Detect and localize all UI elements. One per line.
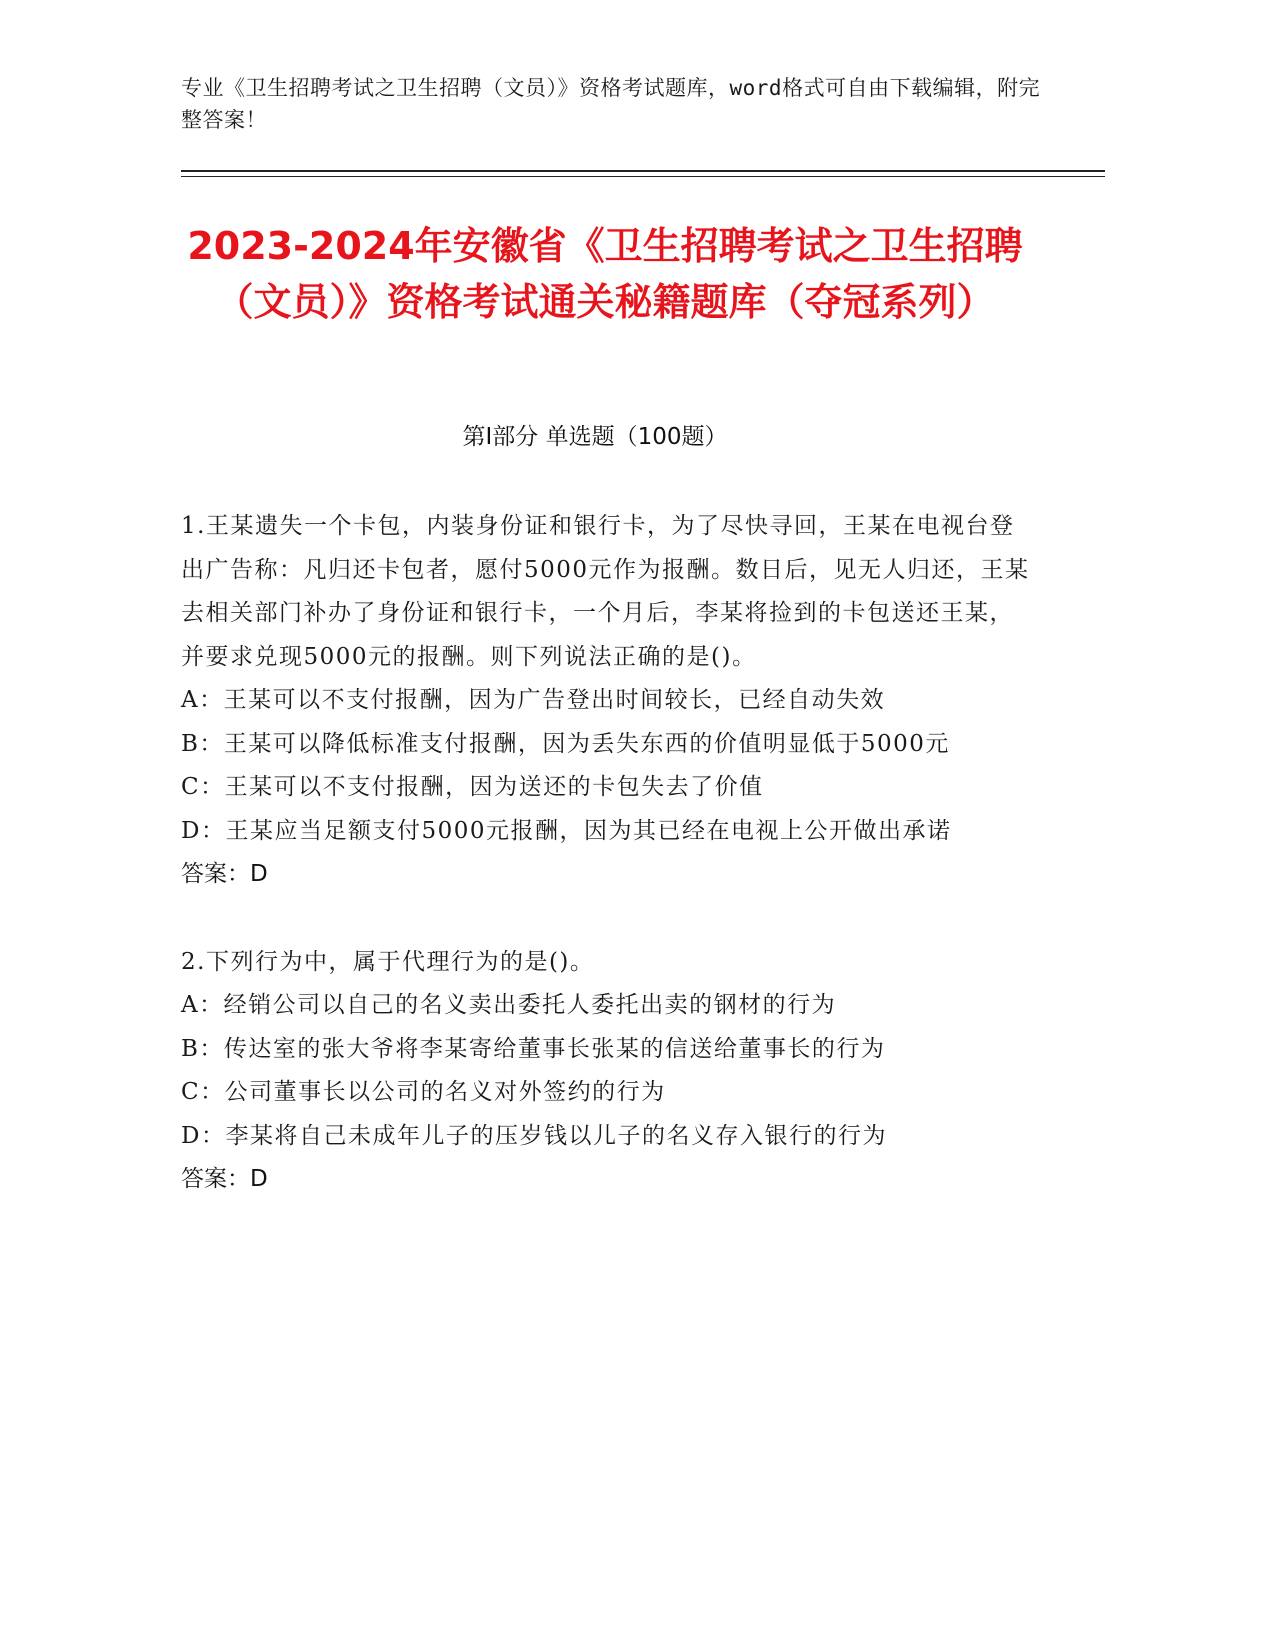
answer: 答案：D bbox=[181, 1166, 268, 1192]
option-a: A：经销公司以自己的名义卖出委托人委托出卖的钢材的行为 bbox=[181, 992, 837, 1018]
option-c: C：王某可以不支付报酬，因为送还的卡包失去了价值 bbox=[181, 774, 764, 800]
question-2 bbox=[181, 941, 1031, 1202]
header-divider-thick bbox=[181, 170, 1105, 172]
question-stem: 2.下列行为中，属于代理行为的是()。 bbox=[181, 948, 595, 975]
option-b: B：王某可以降低标准支付报酬，因为丢失东西的价值明显低于5000元 bbox=[181, 730, 950, 757]
section-heading: 第Ⅰ部分 单选题（100题） bbox=[462, 424, 728, 450]
question-1 bbox=[181, 505, 1031, 897]
question-stem: 1.王某遗失一个卡包，内装身份证和银行卡，为了尽快寻回，王某在电视台登出广告称：凡归还卡包者，愿付5000元作为报酬。数日后，见无人归还，王某去相关部门补办了身份证和银行卡，一个月后，李某将捡到的卡包送还王某，并要求兑现5000元的报酬。则下列说法正确的是()。 bbox=[181, 513, 1030, 670]
option-d: D：王某应当足额支付5000元报酬，因为其已经在电视上公开做出承诺 bbox=[181, 817, 952, 844]
question-list bbox=[181, 505, 1031, 1246]
option-a: A：王某可以不支付报酬，因为广告登出时间较长，已经自动失效 bbox=[181, 687, 886, 713]
header-note: 专业《卫生招聘考试之卫生招聘（文员）》资格考试题库，word格式可自由下载编辑，附完整答案！ bbox=[181, 76, 1041, 132]
answer: 答案：D bbox=[181, 861, 268, 887]
option-b: B：传达室的张大爷将李某寄给董事长张某的信送给董事长的行为 bbox=[181, 1035, 886, 1062]
option-c: C：公司董事长以公司的名义对外签约的行为 bbox=[181, 1079, 666, 1105]
option-d: D：李某将自己未成年儿子的压岁钱以儿子的名义存入银行的行为 bbox=[181, 1122, 887, 1149]
header-divider-thin bbox=[181, 176, 1105, 177]
document-title: 2023-2024年安徽省《卫生招聘考试之卫生招聘（文员）》资格考试通关秘籍题库（夺冠系列） bbox=[187, 224, 1023, 324]
